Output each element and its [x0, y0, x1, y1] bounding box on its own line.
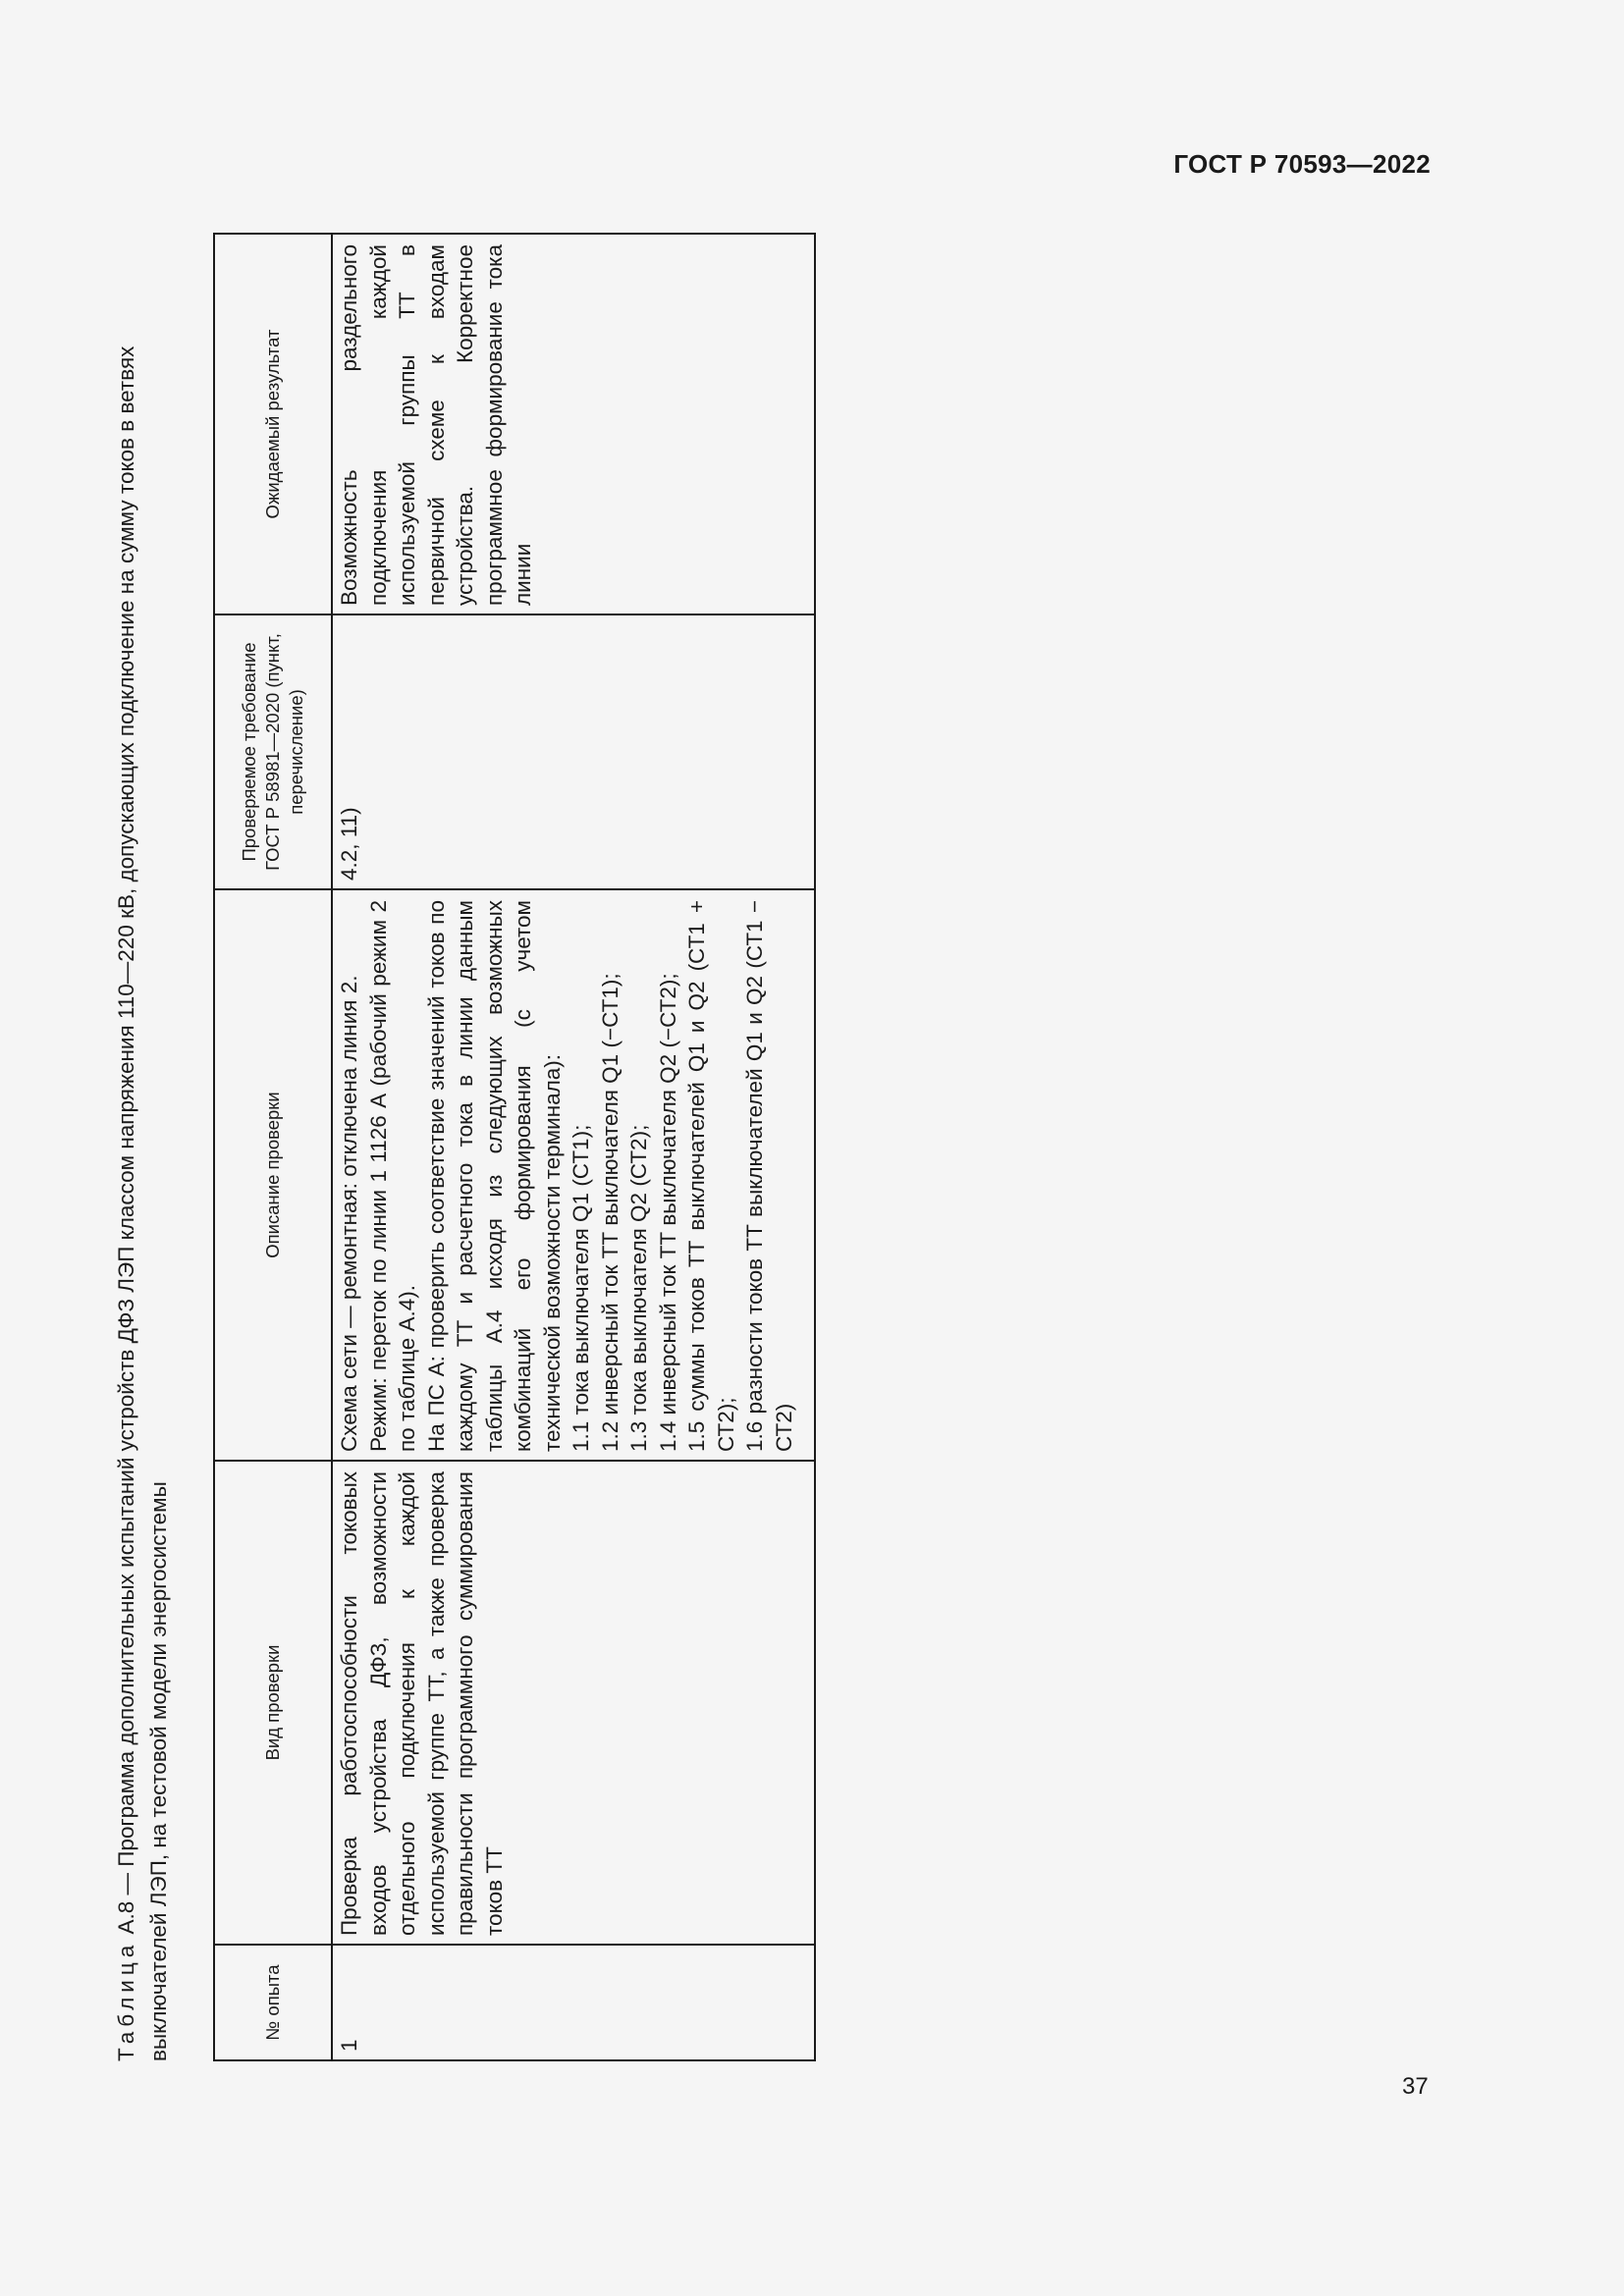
table-header-row	[214, 234, 332, 2060]
description-line: 1.4 инверсный ток ТТ выключателя Q2 (−СТ2);	[655, 973, 680, 1452]
cell-number: 1	[332, 1945, 815, 2060]
header-number: № опыта	[214, 1945, 332, 2060]
test-program-table	[213, 233, 816, 2061]
caption-text: А.8 — Программа дополнительных испытаний устройств ДФЗ ЛЭП классом напряжения 110—220 кВ, допускающих подключение на сумму токов в ветвях выключателей ЛЭП, на тестовой модели энергосистемы	[114, 346, 171, 2061]
header-check-type: Вид проверки	[214, 1461, 332, 1945]
cell-check-type: Проверка работоспособности токовых входов устройства ДФЗ, возможности отдельного подключения к каждой используемой группе ТТ, а также проверка правильности программного суммирования токов ТТ	[332, 1461, 815, 1945]
description-line: 1.1 тока выключателя Q1 (СТ1);	[568, 1124, 593, 1452]
description-line: 1.6 разности токов ТТ выключателей Q1 и Q2 (СТ1 − СТ2)	[742, 900, 796, 1452]
cell-description	[332, 889, 815, 1461]
table-caption	[110, 216, 175, 2061]
page-number: 37	[1402, 2073, 1429, 2100]
header-expected-result: Ожидаемый результат	[214, 234, 332, 614]
description-line: На ПС А: проверить соответствие значений токов по каждому ТТ и расчетного тока в линии данным таблицы А.4 исходя из следующих возможных комбинаций его формирования (с учетом технической возможности терминала):	[423, 900, 565, 1452]
description-line: Режим: переток по линии 1 1126 А (рабочий режим 2 по таблице А.4).	[365, 900, 419, 1452]
description-line: Схема сети — ремонтная: отключена линия 2.	[337, 975, 361, 1452]
cell-expected-result: Возможность раздельного подключения каждой используемой группы ТТ в первичной схеме к входам устройства. Корректное программное формирование тока линии	[332, 234, 815, 614]
description-line: 1.5 суммы токов ТТ выключателей Q1 и Q2 (СТ1 + СТ2);	[684, 900, 738, 1452]
standard-code: ГОСТ Р 70593—2022	[1173, 149, 1431, 179]
header-description: Описание проверки	[214, 889, 332, 1461]
caption-prefix: Таблица	[114, 1940, 138, 2061]
table-row	[332, 234, 815, 2060]
description-line: 1.2 инверсный ток ТТ выключателя Q1 (−СТ1);	[597, 973, 623, 1452]
description-line: 1.3 тока выключателя Q2 (СТ2);	[626, 1124, 651, 1452]
header-requirement: Проверяемое требование ГОСТ Р 58981—2020 (пункт, перечисление)	[214, 614, 332, 889]
rotated-table-block	[110, 216, 817, 2061]
cell-requirement: 4.2, 11)	[332, 614, 815, 889]
